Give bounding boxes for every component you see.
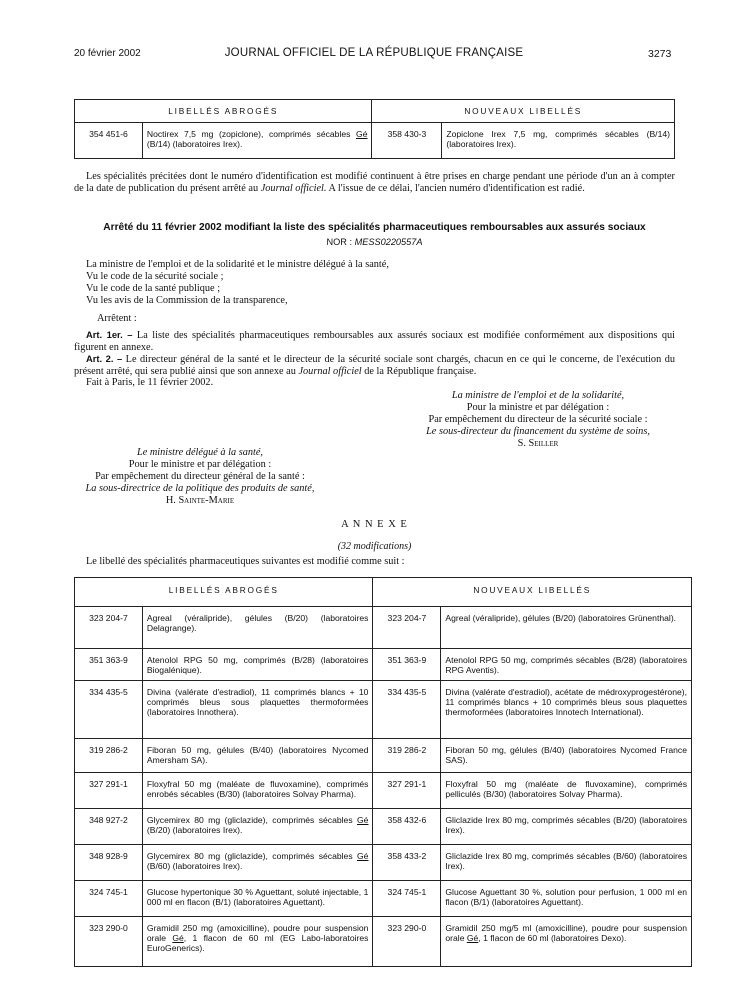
code-new: 327 291-1 [373,773,441,809]
arretent: Arrêtent : [97,313,137,324]
annexe-title: A N N E X E [341,519,408,530]
label-new: Glucose Aguettant 30 %, solution pour perfusion, 1 000 ml en flacon (B/1) (laboratoires Aguettant). [441,881,692,917]
code-old: 324 745-1 [75,881,143,917]
label-new: Gramidil 250 mg/5 ml (amoxicilline), poudre pour suspension orale Gé, 1 flacon de 60 ml (laboratoires Dexo). [441,917,692,967]
col-header-new: NOUVEAUX LIBELLÉS [373,578,692,607]
signature-ministre-emploi: La ministre de l'emploi et de la solidarité, Pour la ministre et par délégation : Par empêchement du directeur de la sécurité sociale : Le sous-directeur du financement du système de soins, S. Seiller [426,390,650,449]
code-new: 319 286-2 [373,739,441,773]
code-old: 351 363-9 [75,649,143,681]
label-new: Divina (valérate d'estradiol), acétate de médroxyprogestérone), 11 comprimés blancs + 10 comprimés bleus sous plaquettes thermoformées (laboratoires Innotech International). [441,681,692,739]
label-old: Noctirex 7,5 mg (zopiclone), comprimés sécables Gé (B/14) (laboratoires Irex). [142,123,372,159]
header-date: 20 février 2002 [74,48,141,59]
code-old: 319 286-2 [75,739,143,773]
label-old: Fiboran 50 mg, gélules (B/40) (laboratoires Nycomed Amersham SA). [142,739,373,773]
code-old: 348 927-2 [75,809,143,845]
table-row [75,649,692,681]
label-old: Glucose hypertonique 30 % Aguettant, soluté injectable, 1 000 ml en flacon (B/1) (laboratoires Aguettant). [142,881,373,917]
code-new: 358 432-6 [373,809,441,845]
fait-a-paris: Fait à Paris, le 11 février 2002. [86,377,214,388]
label-old: Glycemirex 80 mg (gliclazide), comprimés sécables Gé (B/20) (laboratoires Irex). [142,809,373,845]
table-row [75,607,692,649]
table-row [75,845,692,881]
annexe-subtitle: (32 modifications) [337,541,412,552]
code-new: 323 290-0 [373,917,441,967]
table-row [75,681,692,739]
label-old: Agreal (véralipride), gélules (B/20) (laboratoires Delagrange). [142,607,373,649]
table-renamed-specialities [74,99,675,159]
code-new: 351 363-9 [373,649,441,681]
code-new: 323 204-7 [373,607,441,649]
code-old: 323 290-0 [75,917,143,967]
label-new: Fiboran 50 mg, gélules (B/40) (laboratoires Nycomed France SAS). [441,739,692,773]
code-old: 334 435-5 [75,681,143,739]
col-header-new: NOUVEAUX LIBELLÉS [372,100,675,123]
label-new: Zopiclone Irex 7,5 mg, comprimés sécables (B/14) (laboratoires Irex). [442,123,675,159]
article-2: Art. 2. – Le directeur général de la santé et le directeur de la sécurité sociale sont chargés, chacun en ce qui le concerne, de l'exécution du présent arrêté, qui sera publié ainsi que son annexe au Journal officiel de la République française. [74,353,676,377]
label-old: Floxyfral 50 mg (maléate de fluvoxamine), comprimés enrobés sécables (B/30) (laboratoires Solvay Pharma). [142,773,373,809]
label-old: Glycemirex 80 mg (gliclazide), comprimés sécables Gé (B/60) (laboratoires Irex). [142,845,373,881]
article-1: Art. 1er. – La liste des spécialités pharmaceutiques remboursables aux assurés sociaux est modifiée conformément aux dispositions qui figurent en annexe. [74,329,675,353]
code-old: 323 204-7 [75,607,143,649]
annexe-intro: Le libellé des spécialités pharmaceutiques suivantes est modifié comme suit : [86,556,405,567]
nor-reference: NOR : MESS0220557A [326,237,423,247]
label-new: Atenolol RPG 50 mg, comprimés sécables (B/28) (laboratoires RPG Aventis). [441,649,692,681]
arrete-title: Arrêté du 11 février 2002 modifiant la liste des spécialités pharmaceutiques remboursables aux assurés sociaux [103,222,646,233]
code-new: 358 430-3 [372,123,442,159]
label-new: Gliclazide Irex 80 mg, comprimés sécables (B/60) (laboratoires Irex). [441,845,692,881]
label-old: Divina (valérate d'estradiol), 11 comprimés blancs + 10 comprimés bleus sous plaquettes thermoformées (laboratoires Innothera). [142,681,373,739]
table-row [75,123,675,159]
code-new: 334 435-5 [373,681,441,739]
label-new: Gliclazide Irex 80 mg, comprimés sécables (B/20) (laboratoires Irex). [441,809,692,845]
code-old: 327 291-1 [75,773,143,809]
label-old: Gramidil 250 mg (amoxicilline), poudre pour suspension orale Gé, 1 flacon de 60 ml (EG Labo-laboratoires EuroGenerics). [142,917,373,967]
code-old: 348 928-9 [75,845,143,881]
signature-ministre-sante: Le ministre délégué à la santé, Pour le ministre et par délégation : Par empêchement du directeur général de la santé : La sous-directrice de la politique des produits de santé, H. Sainte-Marie [85,447,315,506]
label-new: Floxyfral 50 mg (maléate de fluvoxamine), comprimés pelliculés (B/30) (laboratoires Solvay Pharma). [441,773,692,809]
header-title: JOURNAL OFFICIEL DE LA RÉPUBLIQUE FRANÇAISE [224,47,524,59]
col-header-old: LIBELLÉS ABROGÉS [75,578,373,607]
code-new: 358 433-2 [373,845,441,881]
code-new: 324 745-1 [373,881,441,917]
col-header-old: LIBELLÉS ABROGÉS [75,100,372,123]
table-row [75,773,692,809]
paragraph-transition: Les spécialités précitées dont le numéro d'identification est modifié continuent à être prises en charge pendant une période d'un an à compter de la date de publication du présent arrêté au Journal officiel. A l'issue de ce délai, l'ancien numéro d'identification est radié. [74,171,675,194]
code-old: 354 451-6 [75,123,143,159]
table-row [75,917,692,967]
label-new: Agreal (véralipride), gélules (B/20) (laboratoires Grünenthal). [441,607,692,649]
table-row [75,809,692,845]
table-row [75,881,692,917]
table-row [75,739,692,773]
preamble: La ministre de l'emploi et de la solidarité et le ministre délégué à la santé, Vu le code de la sécurité sociale ; Vu le code de la santé publique ; Vu les avis de la Commission de la transparence, [86,259,389,306]
page-number: 3273 [648,48,672,60]
table-annexe-modifications [74,577,692,967]
label-old: Atenolol RPG 50 mg, comprimés (B/28) (laboratoires Biogalénique). [142,649,373,681]
